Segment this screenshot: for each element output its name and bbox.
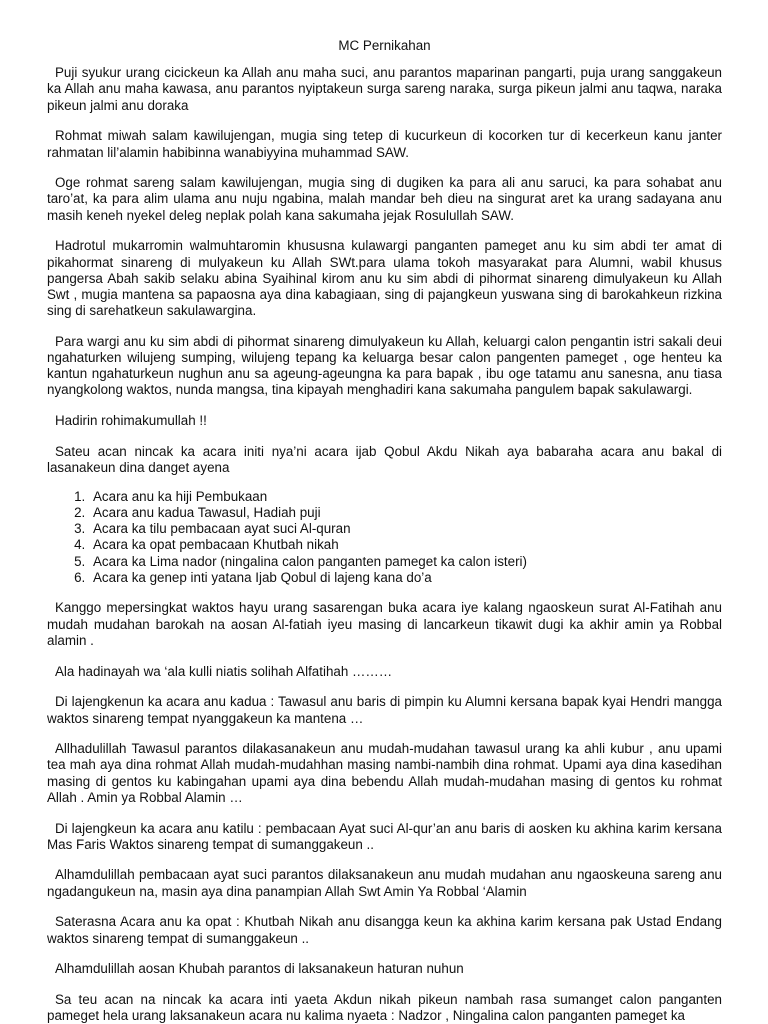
- agenda-item: 2. Acara anu kadua Tawasul, Hadiah puji: [89, 505, 722, 521]
- agenda-item: 6. Acara ka genep inti yatana Ijab Qobul di lajeng kana do’a: [89, 570, 722, 586]
- document-title: MC Pernikahan: [338, 38, 431, 53]
- agenda-item: 1. Acara anu ka hiji Pembukaan: [89, 489, 722, 505]
- paragraph-tawasul-intro: Di lajengkenun ka acara anu kadua : Tawasul anu baris di pimpin ku Alumni kersana bapak kyai Hendri mangga waktos sinareng tempat nyanggakeun ka mantena …: [47, 694, 722, 726]
- agenda-item: 3. Acara ka tilu pembacaan ayat suci Al-quran: [89, 521, 722, 537]
- paragraph-opening-praise: Puji syukur urang cicickeun ka Allah anu maha suci, anu parantos maparinan pangarti, puja urang sanggakeun ka Allah anu maha kawasa, anu parantos nyiptakeun surga sareng naraka, surga pikeun jalmi anu taqwa, naraka pikeun jalmi anu doraka: [47, 65, 722, 113]
- paragraph-tawasul-closing: Allhadulillah Tawasul parantos dilakasanakeun anu mudah-mudahan tawasul urang ka ahli kubur , anu upami tea mah aya dina rohmat Allah mudah-mudahhan masing nambi-nambih dina rohmat. Upami aya dina kasedihan masing di gentos ku kabingahan upami aya dina bebendu Allah mudah-mudahan masing di gentos ku rohmat Allah . Amin ya Robbal Alamin …: [47, 741, 722, 805]
- agenda-list: [47, 489, 722, 586]
- paragraph-salawat: Rohmat miwah salam kawilujengan, mugia sing tetep di kucurkeun di kocorken tur di kecerkeun kanu janter rahmatan lil’alamin habibinna wanabiyyina muhammad SAW.: [47, 128, 722, 160]
- agenda-item: 5. Acara ka Lima nador (ningalina calon panganten pameget ka calon isteri): [89, 554, 722, 570]
- paragraph-fatihah: Ala hadinayah wa ‘ala kulli niatis solihah Alfatihah ………: [55, 663, 393, 679]
- paragraph-salam-companions: Oge rohmat sareng salam kawilujengan, mugia sing di dugiken ka para ali anu saruci, ka para sohabat anu taro’at, ka para alim ulama anu nuju ngabina, malah mandar beh dieu na singurat aret ka urang sadayana anu masih keneh nyekel deleg neplak polah kana sakumaha jejak Rosulullah SAW.: [47, 175, 722, 223]
- paragraph-greeting: Hadirin rohimakumullah !!: [55, 413, 207, 429]
- paragraph-khutbah-closing: Alhamdulillah aosan Khubah parantos di laksanakeun haturan nuhun: [55, 961, 464, 977]
- paragraph-fatihah-invitation: Kanggo mepersingkat waktos hayu urang sasarengan buka acara iye kalang ngaoskeun surat Al-Fatihah anu mudah mudahan barokah na aosan Al-fatiah iyeu masing di lancarkeun tikawit dugi ka akhir amin ya Robbal alamin .: [47, 600, 722, 648]
- paragraph-family-welcome: Para wargi anu ku sim abdi di pihormat sinareng dimulyakeun ku Allah, keluargi calon pengantin istri sakali deui ngahaturken wilujeng sumping, wilujeng tepang ka keluarga besar calon pangenten pameget , oge henteu ka kantun ngahaturkeun nughun anu sa ageung-ageungna ka para bapak , ibu oge tatamu anu sanesna, anu tiasa nyangkolong waktos, nunda mangsa, tina kipayah menghadiri kana sakumaha pangulem bapak sakulawargi.: [47, 333, 722, 398]
- paragraph-honored-guests: Hadrotul mukarromin walmuhtaromin khususna kulawargi panganten pameget anu ku sim abdi ter amat di pikahormat sinareng di mulyakeun ku Allah SWt.para ulama tokoh masyarakat para Alumni, wabil khusus pangersa Abah sakib selaku abina Syaihinal kirom anu ku sim abdi di pihormat sinareng dimulyakeun ku Allah Swt , mugia mantena sa papaosna aya dina kabagiaan, sing di pajangkeun yuswana sing di barokahkeun rizkina sing di sarehatkeun sakulawargina.: [47, 238, 722, 319]
- paragraph-quran-closing: Alhamdulillah pembacaan ayat suci parantos dilaksanakeun anu mudah mudahan anu ngaoskeuna sareng anu ngadangukeun na, masin aya dina panampian Allah Swt Amin Ya Robbal ‘Alamin: [47, 867, 722, 899]
- paragraph-nadzor-intro: Sa teu acan na nincak ka acara inti yaeta Akdun nikah pikeun nambah rasa sumanget calon panganten pameget hela urang laksanakeun acara nu kalima nyaeta : Nadzor , Ningalina calon panganten pameget ka: [47, 991, 722, 1024]
- paragraph-agenda-intro: Sateu acan nincak ka acara initi nya’ni acara ijab Qobul Akdu Nikah aya babaraha acara anu bakal di lasanakeun dina danget ayena: [47, 443, 722, 476]
- paragraph-quran-intro: Di lajengkeun ka acara anu katilu : pembacaan Ayat suci Al-qur’an anu baris di aosken ku akhina karim kersana Mas Faris Waktos sinareng tempat di sumanggakeun ..: [47, 820, 722, 852]
- paragraph-khutbah-intro: Saterasna Acara anu ka opat : Khutbah Nikah anu disangga keun ka akhina karim kersana pak Ustad Endang waktos sinareng tempat di sumanggakeun ..: [47, 914, 722, 946]
- agenda-item: 4. Acara ka opat pembacaan Khutbah nikah: [89, 537, 722, 553]
